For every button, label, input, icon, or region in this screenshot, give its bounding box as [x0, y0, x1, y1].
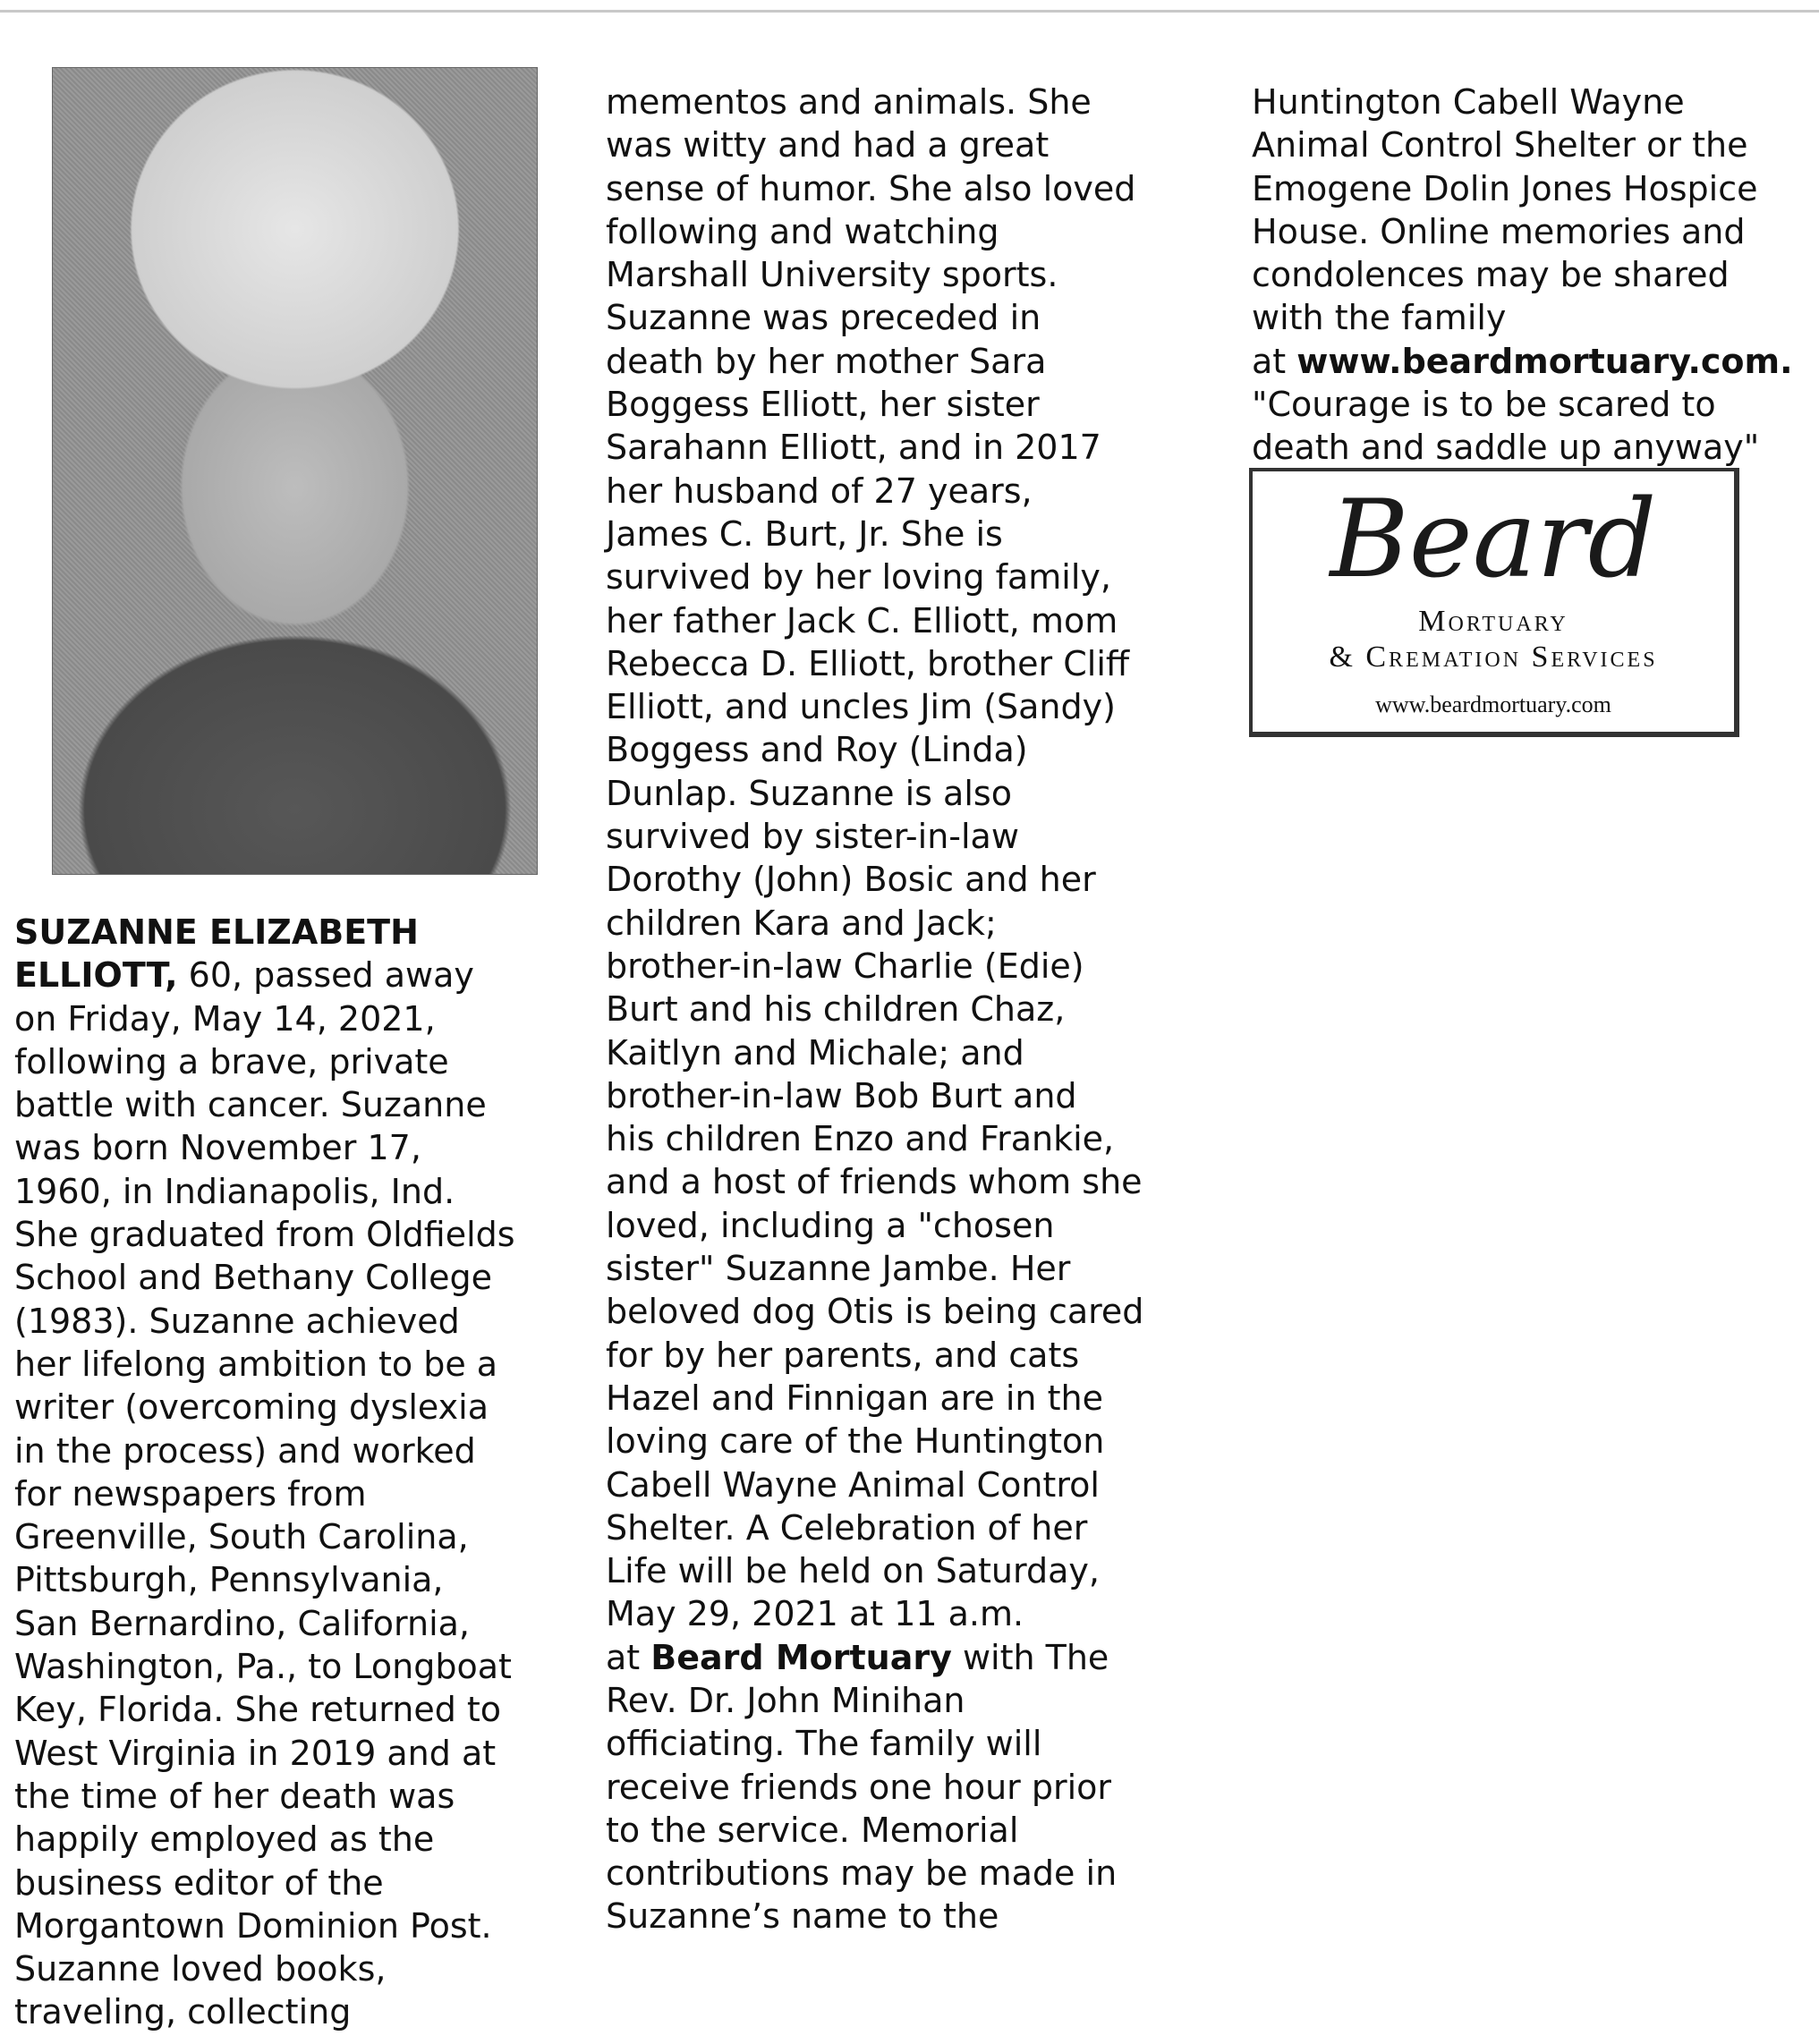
website-link[interactable]: www.beardmortuary.com.	[1296, 341, 1793, 381]
text-run: with The	[951, 1637, 1109, 1677]
logo-url-text: www.beardmortuary.com	[1375, 691, 1611, 717]
text-line: Rev. Dr. John Minihan	[606, 1680, 965, 1720]
text-line: Huntington Cabell Wayne	[1252, 82, 1685, 122]
text-line: Washington, Pa., to Longboat	[14, 1647, 512, 1687]
text-line: Suzanne loved books,	[14, 1949, 387, 1989]
text-line: survived by sister-in-law	[606, 817, 1019, 857]
text-line: his children Enzo and Frankie,	[606, 1119, 1115, 1159]
text-line: receive friends one hour prior	[606, 1767, 1112, 1807]
text-line: Life will be held on Saturday,	[606, 1551, 1100, 1591]
scan-edge	[0, 0, 1819, 13]
text-line: brother-in-law Charlie (Edie)	[606, 946, 1084, 986]
quote-line: "Courage is to be scared to	[1252, 385, 1716, 425]
text-run: 60, passed away	[177, 955, 474, 996]
text-line: Sarahann Elliott, and in 2017	[606, 428, 1101, 468]
text-line: with the family	[1252, 298, 1507, 338]
text-line	[606, 1636, 1178, 1679]
text-line: Emogene Dolin Jones Hospice	[1252, 168, 1758, 208]
beard-mortuary-logo	[1249, 468, 1739, 737]
text-line: traveling, collecting	[14, 1992, 352, 2032]
text-line: Pittsburgh, Pennsylvania,	[14, 1560, 444, 1600]
text-line: sense of humor. She also loved	[606, 168, 1136, 208]
text-line: Rebecca D. Elliott, brother Cliff	[606, 643, 1130, 683]
text-line: business editor of the	[14, 1862, 384, 1903]
name-bold: SUZANNE ELIZABETH	[14, 912, 419, 952]
text-line: was born November 17,	[14, 1128, 421, 1168]
text-line: Dorothy (John) Bosic and her	[606, 860, 1096, 900]
name-bold: ELLIOTT,	[14, 955, 178, 996]
text-line: her husband of 27 years,	[606, 471, 1033, 511]
text-line: Morgantown Dominion Post.	[14, 1905, 492, 1946]
text-line: Dunlap. Suzanne is also	[606, 773, 1012, 813]
text-line: Animal Control Shelter or the	[1252, 125, 1748, 165]
text-line: sister" Suzanne Jambe. Her	[606, 1249, 1071, 1289]
text-line: was witty and had a great	[606, 125, 1050, 165]
text-line: Shelter. A Celebration of her	[606, 1507, 1088, 1548]
text-line	[14, 911, 551, 954]
text-line: to the service. Memorial	[606, 1810, 1019, 1850]
text-line: 1960, in Indianapolis, Ind.	[14, 1171, 455, 1211]
text-line: condolences may be shared	[1252, 255, 1730, 295]
text-line: on Friday, May 14, 2021,	[14, 998, 436, 1039]
text-line: beloved dog Otis is being cared	[606, 1292, 1144, 1332]
quote-line: death and saddle up anyway"	[1252, 428, 1760, 468]
text-line: May 29, 2021 at 11 a.m.	[606, 1594, 1024, 1634]
obituary-column-2	[606, 81, 1178, 1938]
text-line: loved, including a "chosen	[606, 1205, 1055, 1245]
text-line: contributions may be made in	[606, 1853, 1118, 1894]
text-line: following and watching	[606, 211, 999, 251]
logo-mortuary-text: Mortuary	[1418, 605, 1568, 638]
text-line: survived by her loving family,	[606, 557, 1111, 598]
text-line: Boggess and Roy (Linda)	[606, 730, 1028, 770]
logo-cremation-text: & Cremation Services	[1329, 640, 1658, 674]
text-run: at	[606, 1637, 651, 1677]
text-line: loving care of the Huntington	[606, 1421, 1105, 1462]
text-line: battle with cancer. Suzanne	[14, 1085, 487, 1125]
text-line: Burt and his children Chaz,	[606, 989, 1066, 1030]
text-line: officiating. The family will	[606, 1724, 1042, 1764]
text-line: and a host of friends whom she	[606, 1162, 1143, 1202]
text-line: brother-in-law Bob Burt and	[606, 1075, 1077, 1115]
text-line: School and Bethany College	[14, 1258, 492, 1298]
text-line: House. Online memories and	[1252, 211, 1746, 251]
logo-script-text: Beard	[1330, 478, 1657, 602]
text-line: Hazel and Finnigan are in the	[606, 1378, 1103, 1418]
text-line: the time of her death was	[14, 1776, 455, 1816]
text-line: She graduated from Oldfields	[14, 1215, 515, 1255]
obituary-column-3	[1252, 81, 1819, 470]
text-line: Cabell Wayne Animal Control	[606, 1464, 1100, 1505]
obituary-column-1	[14, 911, 551, 2034]
text-line	[1252, 340, 1819, 383]
text-line: mementos and animals. She	[606, 82, 1092, 122]
text-line: her father Jack C. Elliott, mom	[606, 600, 1118, 640]
text-line: Kaitlyn and Michale; and	[606, 1032, 1024, 1073]
text-line	[14, 954, 551, 997]
text-line: Suzanne was preceded in	[606, 298, 1041, 338]
text-line: West Virginia in 2019 and at	[14, 1733, 497, 1773]
text-line: Greenville, South Carolina,	[14, 1517, 469, 1557]
text-line: Boggess Elliott, her sister	[606, 385, 1040, 425]
text-line: Elliott, and uncles Jim (Sandy)	[606, 687, 1116, 727]
text-line: Marshall University sports.	[606, 255, 1058, 295]
text-line: Key, Florida. She returned to	[14, 1690, 502, 1730]
text-line: happily employed as the	[14, 1819, 435, 1860]
mortuary-name-bold: Beard Mortuary	[650, 1637, 952, 1677]
text-line: for newspapers from	[14, 1473, 367, 1514]
text-line: James C. Burt, Jr. She is	[606, 513, 1003, 554]
text-run: at	[1252, 341, 1297, 381]
text-line: following a brave, private	[14, 1041, 449, 1081]
text-line: children Kara and Jack;	[606, 903, 997, 943]
text-line: San Bernardino, California,	[14, 1603, 470, 1643]
text-line: for by her parents, and cats	[606, 1335, 1080, 1375]
text-line: Suzanne’s name to the	[606, 1896, 999, 1937]
portrait-photo	[52, 67, 538, 875]
text-line: writer (overcoming dyslexia	[14, 1387, 489, 1428]
text-line: in the process) and worked	[14, 1430, 476, 1471]
text-line: death by her mother Sara	[606, 341, 1047, 381]
text-line: (1983). Suzanne achieved	[14, 1301, 460, 1341]
text-line: her lifelong ambition to be a	[14, 1344, 498, 1384]
